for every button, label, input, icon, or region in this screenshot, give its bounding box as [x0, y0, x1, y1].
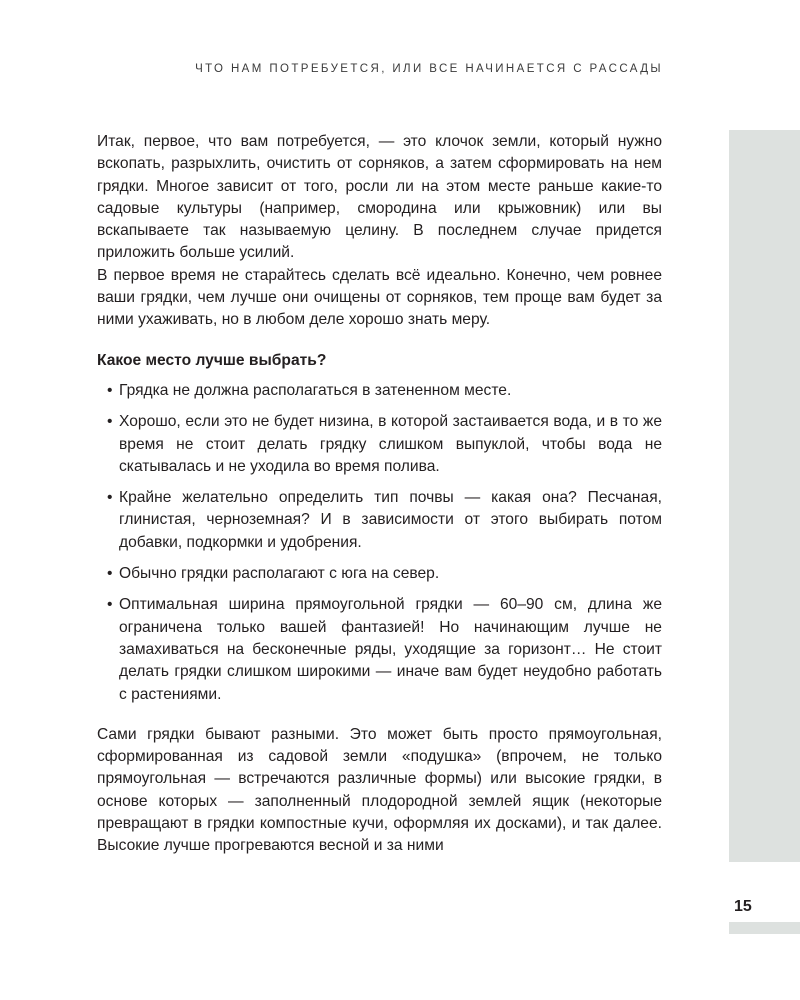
list-item: [97, 594, 662, 705]
list-item-text: Оптимальная ширина прямоугольной грядки — 60–90 см, длина же ограничена только вашей фантазией! Но начинающим лучше не замахиваться на бесконечные ряды, уходящие за горизонт… Не стоит делать грядки слишком широкими — иначе вам будет неудобно работать с растениями.: [119, 596, 662, 703]
list-item-text: Хорошо, если это не будет низина, в которой застаивается вода, и в то же время не стоит делать грядку слишком выпуклой, чтобы вода не скатывалась и не уходила во время полива.: [119, 413, 662, 475]
bullet-icon: •: [107, 413, 113, 431]
list-item: [97, 380, 662, 402]
bottom-color-strip: [729, 922, 800, 934]
intro-paragraph-1: Итак, первое, что вам потребуется, — это клочок земли, который нужно вскопать, разрыхлить, очистить от сорняков, а затем сформировать на нем грядки. Многое зависит от того, росли ли на этом месте раньше какие-то садовые культуры (например, смородина или крыжовник) или вы вскапываете так называемую целину. В последнем случае придется приложить больше усилий.: [97, 133, 662, 262]
list-item-text: Грядка не должна располагаться в затененном месте.: [119, 381, 512, 399]
intro-paragraph-2: В первое время не старайтесь сделать всё идеально. Конечно, чем ровнее ваши грядки, чем лучше они очищены от сорняков, тем проще вам будет за ними ухаживать, но в любом деле хорошо знать меру.: [97, 266, 662, 329]
running-head: ЧТО НАМ ПОТРЕБУЕТСЯ, ИЛИ ВСЕ НАЧИНАЕТСЯ С РАССАДЫ: [195, 63, 663, 75]
list-item-text: Обычно грядки располагают с юга на север.: [119, 565, 440, 583]
closing-paragraph: Сами грядки бывают разными. Это может быть просто прямоугольная, сформированная из садовой земли «подушка» (впрочем, не только прямоугольная — встречаются различные формы) или высокие грядки, в основе которых — заполненный плодородной землей ящик (некоторые превращают в грядки компостные кучи, оформляя их досками), и так далее. Высокие лучше прогреваются весной и за ними: [97, 725, 662, 855]
bullet-icon: •: [107, 381, 113, 399]
list-item: [97, 487, 662, 554]
list-item: [97, 411, 662, 478]
list-item: [97, 563, 662, 585]
bullet-icon: •: [107, 489, 113, 507]
page-content: [97, 131, 662, 858]
bullet-icon: •: [107, 596, 113, 614]
list-item-text: Крайне желательно определить тип почвы — какая она? Песчаная, глинистая, черноземная? И в зависимости от этого выбирать потом добавки, подкормки и удобрения.: [119, 489, 662, 551]
side-color-band: [729, 130, 800, 862]
bullet-list: [97, 380, 662, 706]
page-number: 15: [734, 898, 752, 915]
bullet-icon: •: [107, 565, 113, 583]
section-heading: Какое место лучше выбрать?: [97, 351, 327, 369]
